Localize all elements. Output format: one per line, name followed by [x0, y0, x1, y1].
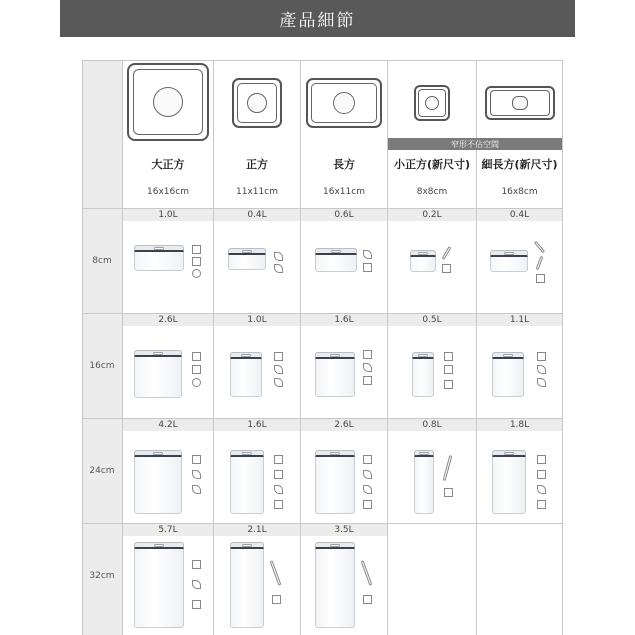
container-illustration — [134, 542, 184, 628]
volume-label: 0.4L — [477, 209, 562, 221]
leaf-icon — [537, 485, 546, 494]
leaf-icon — [363, 470, 372, 479]
grain-icon — [537, 470, 546, 479]
grain-icon — [274, 352, 283, 361]
cube-icon — [363, 500, 372, 509]
cube-icon — [444, 380, 453, 389]
row-height-label: 16cm — [89, 361, 115, 371]
column-dims-rectangle: 16x11cm — [323, 187, 365, 197]
volume-label: 0.2L — [388, 209, 476, 221]
grain-icon — [363, 350, 372, 359]
volume-label: 2.6L — [301, 419, 387, 431]
cracker-icon — [192, 257, 201, 266]
volume-label: 0.4L — [214, 209, 300, 221]
page-title: 產品細節 — [279, 11, 356, 31]
container-illustration — [230, 542, 264, 628]
container-illustration — [315, 450, 355, 514]
volume-label: 1.8L — [477, 419, 562, 431]
container-illustration — [410, 250, 436, 272]
leaf-icon — [274, 485, 283, 494]
grain-icon — [272, 595, 281, 604]
chili-icon — [534, 241, 545, 254]
column-name-slim-rectangle: 細長方(新尺寸) — [481, 158, 558, 171]
container-illustration — [228, 248, 266, 270]
page-title-bar — [60, 0, 575, 37]
lid-top-view-slim-rectangle-icon — [477, 68, 562, 138]
cube-icon — [192, 600, 201, 609]
cookie-icon — [192, 269, 201, 278]
container-illustration — [315, 248, 357, 272]
chili-icon — [442, 246, 452, 260]
volume-label: 0.6L — [301, 209, 387, 221]
leaf-icon — [274, 252, 283, 261]
column-dims-slim-rectangle: 16x8cm — [501, 187, 538, 197]
volume-label: 1.0L — [123, 209, 213, 221]
lid-top-view-square-icon — [214, 68, 300, 138]
grain-icon — [444, 352, 453, 361]
cracker-icon — [192, 245, 201, 254]
volume-label: 1.6L — [301, 314, 387, 326]
container-illustration — [492, 450, 526, 514]
volume-label: 4.2L — [123, 419, 213, 431]
container-illustration — [412, 352, 434, 397]
space-saving-note — [388, 138, 562, 150]
grain-icon — [537, 455, 546, 464]
volume-label: 0.8L — [388, 419, 476, 431]
column-name-rectangle: 長方 — [333, 158, 355, 171]
container-illustration — [134, 350, 182, 398]
column-name-large-square: 大正方 — [151, 158, 185, 171]
cube-icon — [536, 274, 545, 283]
column-dims-square: 11x11cm — [236, 187, 278, 197]
leaf-icon — [192, 580, 201, 589]
volume-label: 0.5L — [388, 314, 476, 326]
space-saving-note-text: 窄形不佔空間 — [451, 139, 499, 149]
volume-label: 1.6L — [214, 419, 300, 431]
grain-icon — [192, 560, 201, 569]
cookie-icon — [192, 378, 201, 387]
leaf-icon — [537, 365, 546, 374]
volume-label: 2.6L — [123, 314, 213, 326]
container-illustration — [230, 450, 264, 514]
lid-top-view-large-square-icon — [123, 62, 213, 142]
row-height-label: 24cm — [89, 466, 115, 476]
column-name-small-square: 小正方(新尺寸) — [393, 158, 471, 171]
volume-label: 5.7L — [123, 524, 213, 536]
grain-icon — [274, 470, 283, 479]
volume-label: 3.5L — [301, 524, 387, 536]
grain-icon — [363, 595, 372, 604]
grain-icon — [363, 455, 372, 464]
leaf-icon — [192, 485, 201, 494]
spaghetti-icon — [361, 560, 373, 585]
leaf-icon — [363, 250, 372, 259]
grain-icon — [444, 488, 453, 497]
cube-icon — [363, 376, 372, 385]
container-illustration — [230, 352, 262, 397]
leaf-icon — [274, 378, 283, 387]
cube-icon — [274, 500, 283, 509]
container-illustration — [414, 450, 434, 514]
row-height-label: 32cm — [89, 571, 115, 581]
volume-label: 2.1L — [214, 524, 300, 536]
column-dims-small-square: 8x8cm — [416, 187, 448, 197]
row-height-label: 8cm — [92, 256, 112, 266]
leaf-icon — [192, 470, 201, 479]
container-illustration — [315, 542, 355, 628]
cube-icon — [537, 500, 546, 509]
leaf-icon — [363, 363, 372, 372]
container-illustration — [315, 352, 355, 397]
container-illustration — [134, 450, 182, 514]
grain-icon — [192, 455, 201, 464]
volume-label: 1.0L — [214, 314, 300, 326]
column-name-square: 正方 — [246, 158, 268, 171]
spaghetti-icon — [443, 455, 453, 481]
chili-icon — [536, 256, 544, 270]
cracker-icon — [192, 365, 201, 374]
grain-icon — [363, 263, 372, 272]
leaf-icon — [274, 365, 283, 374]
lid-top-view-rectangle-icon — [301, 68, 387, 138]
leaf-icon — [537, 378, 546, 387]
leaf-icon — [274, 264, 283, 273]
grain-icon — [274, 455, 283, 464]
container-illustration — [134, 245, 184, 271]
volume-label: 1.1L — [477, 314, 562, 326]
grain-icon — [442, 264, 451, 273]
leaf-icon — [363, 485, 372, 494]
grain-icon — [444, 365, 453, 374]
grain-icon — [537, 352, 546, 361]
container-illustration — [490, 250, 528, 272]
cracker-icon — [192, 352, 201, 361]
spaghetti-icon — [270, 560, 282, 585]
container-illustration — [492, 352, 524, 397]
lid-top-view-small-square-icon — [388, 68, 476, 138]
column-dims-large-square: 16x16cm — [147, 187, 189, 197]
product-size-table — [82, 60, 563, 635]
